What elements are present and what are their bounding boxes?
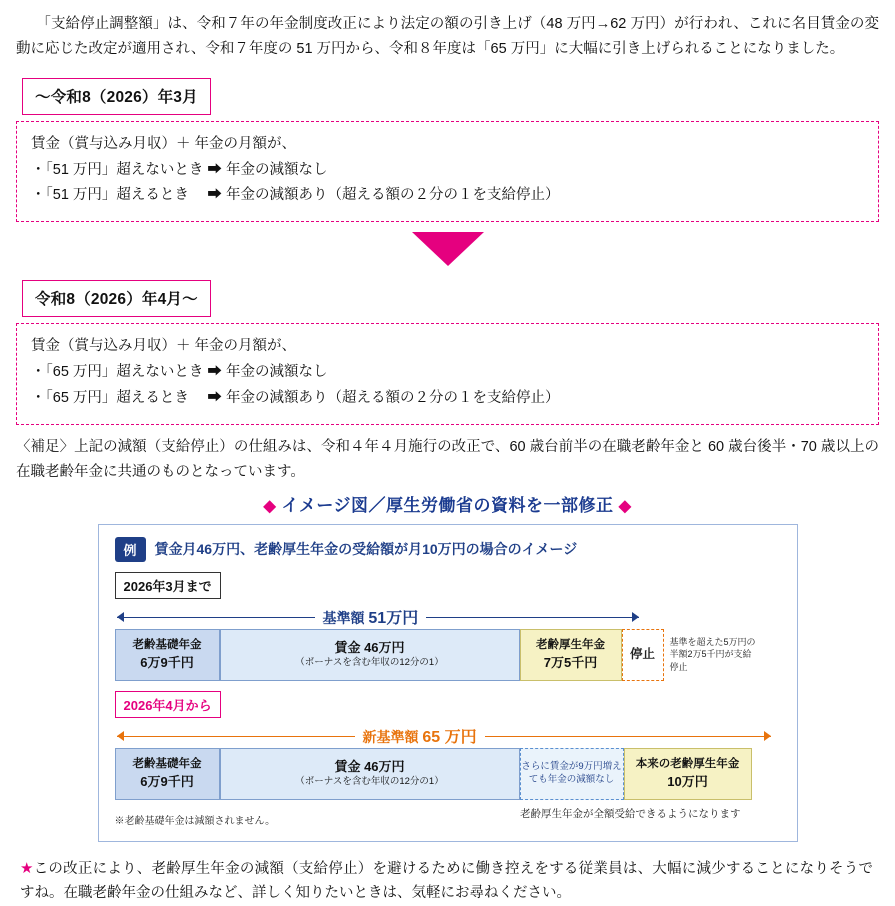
before-period-chip: 2026年3月まで	[115, 572, 221, 599]
example-badge: 例	[115, 537, 146, 562]
closing-paragraph	[20, 856, 873, 906]
before-seg-kosei-pension	[520, 629, 622, 681]
figure-panel-head	[115, 537, 781, 562]
supplement-note: 〈補足〉上記の減額（支給停止）の仕組みは、令和４年４月施行の改正で、60 歳台前半の在職老齢年金と 60 歳台後半・70 歳以上の在職老齢年金に共通のものとなっています。	[16, 438, 879, 480]
after-footnotes	[115, 806, 781, 827]
before-seg-wage-name: 賃金 46万円	[334, 640, 405, 656]
after-seg-basic-name: 老齢基礎年金	[132, 758, 202, 770]
after-seg-wage-name: 賃金 46万円	[334, 759, 405, 775]
section-after-line-1: 賃金（賞与込み月収）＋ 年金の月額が、	[31, 338, 297, 355]
before-axis-label-value: 51万円	[368, 609, 419, 627]
after-axis-label	[355, 724, 485, 747]
before-seg-kosei-value: 7万5千円	[543, 654, 598, 670]
figure-title	[14, 491, 881, 516]
before-axis	[115, 609, 781, 627]
after-seg-wage	[220, 748, 520, 800]
intro-paragraph	[16, 12, 879, 62]
before-bar-row	[115, 629, 781, 681]
figure-title-text: イメージ図／厚生労働省の資料を一部修正	[281, 495, 614, 515]
after-axis	[115, 728, 781, 746]
before-axis-label-pre: 基準額	[322, 609, 365, 626]
section-after-line-2: ・「65 万円」超えないとき ➡ 年金の減額なし	[31, 364, 328, 381]
down-arrow-icon	[412, 232, 484, 266]
after-seg-wage-sub: （ボーナスを含む年収の12分の1）	[295, 775, 444, 787]
section-before	[14, 74, 881, 222]
before-seg-kosei-name: 老齢厚生年金	[536, 639, 605, 651]
intro-text: 「支給停止調整額」は、令和７年の年金制度改正により法定の額の引き上げ（48 万円→62 万円）が行われ、これに名目賃金の変動に応じた改定が適用され、令和７年度の 51 万円から、令和８年度は「65 万円」に大幅に引き上げられることになりました。	[16, 16, 879, 57]
section-before-chip: 〜令和8（2026）年3月	[22, 78, 211, 115]
before-seg-basic-name: 老齢基礎年金	[132, 639, 202, 651]
before-seg-wage	[220, 629, 520, 681]
section-after	[14, 276, 881, 424]
after-footnote-right: 老齢厚生年金が全額受給できるようになります	[520, 807, 741, 820]
after-seg-basic-pension	[115, 748, 220, 800]
before-seg-basic-pension	[115, 629, 220, 681]
after-axis-label-pre: 新基準額	[362, 728, 419, 745]
section-before-line-3: ・「51 万円」超えるとき ➡ 年金の減額あり（超える額の２分の１を支給停止）	[31, 187, 560, 204]
figure-before-block	[115, 572, 781, 691]
after-seg-full-pension-name: 本来の老齢厚生年金	[635, 758, 740, 770]
after-period-chip: 2026年4月から	[115, 691, 221, 718]
figure-panel	[98, 524, 798, 842]
before-seg-wage-sub: （ボーナスを含む年収の12分の1）	[295, 656, 444, 668]
section-before-line-2: ・「51 万円」超えないとき ➡ 年金の減額なし	[31, 161, 328, 178]
before-side-note: 基準を超えた5万円の半額2万5千円が支給停止	[669, 637, 756, 672]
figure-headline: 賃金月46万円、老齢厚生年金の受給額が月10万円の場合のイメージ	[154, 541, 578, 558]
after-bar-row	[115, 748, 781, 800]
section-after-chip: 令和8（2026）年4月〜	[22, 280, 211, 317]
figure-after-block	[115, 691, 781, 827]
diamond-icon-left: ◆	[263, 497, 277, 515]
after-seg-full-pension	[624, 748, 752, 800]
after-seg-extra-wage-note: さらに賃金が9万円増えても年金の減額なし	[520, 748, 624, 800]
section-after-line-3: ・「65 万円」超えるとき ➡ 年金の減額あり（超える額の２分の１を支給停止）	[31, 389, 560, 406]
star-icon: ★	[20, 859, 34, 877]
diamond-icon-right: ◆	[618, 497, 632, 515]
section-after-box	[16, 323, 879, 424]
section-before-box	[16, 121, 879, 222]
closing-text: この改正により、老齢厚生年金の減額（支給停止）を避けるために働き控えをする従業員は、大幅に減少することになりそうですね。在職老齢年金の仕組みなど、詳しく知りたいときは、気軽にお尋ねください。	[20, 860, 874, 902]
after-seg-full-pension-value: 10万円	[667, 773, 708, 789]
after-axis-label-value: 65 万円	[422, 728, 477, 746]
after-seg-basic-value: 6万9千円	[140, 773, 194, 789]
section-before-line-1: 賃金（賞与込み月収）＋ 年金の月額が、	[31, 135, 297, 152]
before-seg-basic-value: 6万9千円	[140, 654, 194, 670]
before-axis-label	[315, 605, 427, 628]
after-footnote-left: ※老齢基礎年金は減額されません。	[114, 815, 276, 827]
before-seg-suspended: 停止	[622, 629, 664, 681]
